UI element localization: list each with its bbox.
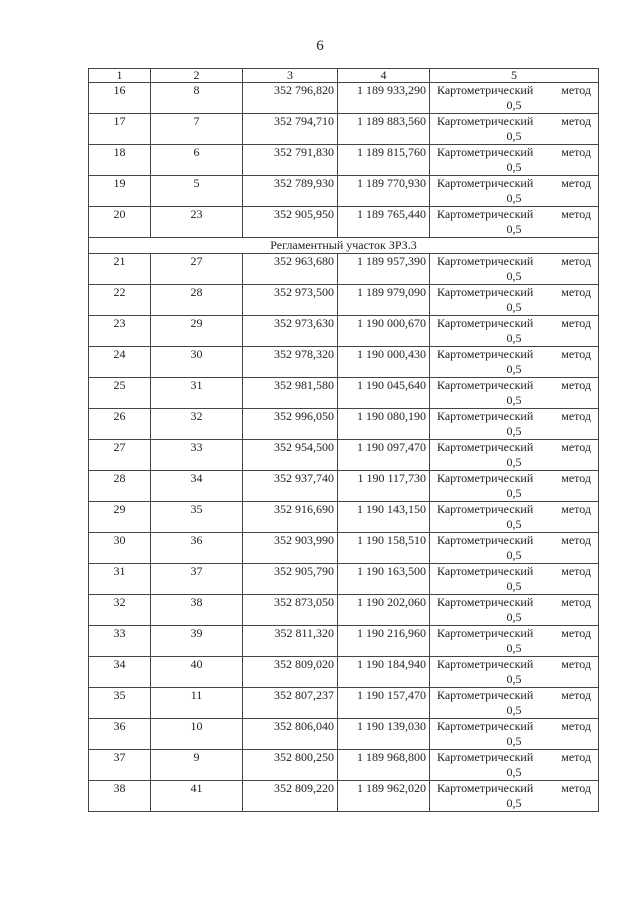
row-number: 25 [89, 378, 151, 409]
row-number: 16 [89, 83, 151, 114]
accuracy-value: 0,5 [506, 702, 522, 717]
coordinate-y: 1 190 163,500 [338, 564, 430, 595]
method-label: Картометрический метод [437, 440, 591, 454]
coordinate-x: 352 996,050 [243, 409, 338, 440]
accuracy-value: 0,5 [506, 97, 522, 112]
coordinate-y: 1 189 968,800 [338, 750, 430, 781]
coordinate-x: 352 903,990 [243, 533, 338, 564]
accuracy-value: 0,5 [506, 671, 522, 686]
accuracy-value: 0,5 [506, 190, 522, 205]
method-label: Картометрический метод [437, 657, 591, 671]
point-number: 5 [151, 176, 243, 207]
row-number: 31 [89, 564, 151, 595]
method-label: Картометрический метод [437, 502, 591, 516]
coordinate-x: 352 937,740 [243, 471, 338, 502]
coordinate-x: 352 791,830 [243, 145, 338, 176]
table-row [89, 316, 599, 347]
method-label: Картометрический метод [437, 207, 591, 221]
row-number: 22 [89, 285, 151, 316]
accuracy-value: 0,5 [506, 547, 522, 562]
method-cell [430, 114, 599, 145]
coordinate-x: 352 807,237 [243, 688, 338, 719]
row-number: 38 [89, 781, 151, 812]
point-number: 41 [151, 781, 243, 812]
table-row [89, 254, 599, 285]
coordinate-x: 352 811,320 [243, 626, 338, 657]
method-label: Картометрический метод [437, 114, 591, 128]
table-row [89, 533, 599, 564]
row-number: 36 [89, 719, 151, 750]
accuracy-value: 0,5 [506, 128, 522, 143]
table-row [89, 285, 599, 316]
coordinate-x: 352 794,710 [243, 114, 338, 145]
method-label: Картометрический метод [437, 316, 591, 330]
coordinate-x: 352 800,250 [243, 750, 338, 781]
method-cell [430, 176, 599, 207]
method-cell [430, 781, 599, 812]
coordinate-y: 1 189 883,560 [338, 114, 430, 145]
coordinate-y: 1 190 117,730 [338, 471, 430, 502]
method-cell [430, 207, 599, 238]
point-number: 28 [151, 285, 243, 316]
method-cell [430, 657, 599, 688]
coordinate-x: 352 954,500 [243, 440, 338, 471]
coordinate-y: 1 190 000,430 [338, 347, 430, 378]
point-number: 30 [151, 347, 243, 378]
coordinate-x: 352 978,320 [243, 347, 338, 378]
accuracy-value: 0,5 [506, 361, 522, 376]
coordinate-x: 352 981,580 [243, 378, 338, 409]
row-number: 28 [89, 471, 151, 502]
accuracy-value: 0,5 [506, 299, 522, 314]
column-header-1: 1 [89, 69, 151, 83]
method-label: Картометрический метод [437, 595, 591, 609]
point-number: 6 [151, 145, 243, 176]
method-cell [430, 285, 599, 316]
row-number: 19 [89, 176, 151, 207]
method-label: Картометрический метод [437, 145, 591, 159]
table-row [89, 564, 599, 595]
method-label: Картометрический метод [437, 409, 591, 423]
column-header-2: 2 [151, 69, 243, 83]
accuracy-value: 0,5 [506, 268, 522, 283]
accuracy-value: 0,5 [506, 392, 522, 407]
method-label: Картометрический метод [437, 781, 591, 795]
method-cell [430, 83, 599, 114]
table-row [89, 378, 599, 409]
accuracy-value: 0,5 [506, 640, 522, 655]
table-row [89, 207, 599, 238]
method-label: Картометрический метод [437, 626, 591, 640]
method-label: Картометрический метод [437, 347, 591, 361]
accuracy-value: 0,5 [506, 609, 522, 624]
method-label: Картометрический метод [437, 688, 591, 702]
row-number: 32 [89, 595, 151, 626]
point-number: 23 [151, 207, 243, 238]
coordinate-x: 352 973,500 [243, 285, 338, 316]
point-number: 37 [151, 564, 243, 595]
coordinate-x: 352 809,220 [243, 781, 338, 812]
page-number: 6 [316, 38, 324, 54]
table-row [89, 471, 599, 502]
coordinate-y: 1 190 045,640 [338, 378, 430, 409]
row-number: 26 [89, 409, 151, 440]
method-cell [430, 688, 599, 719]
column-header-5: 5 [430, 69, 599, 83]
coordinate-y: 1 189 815,760 [338, 145, 430, 176]
section-row [89, 238, 599, 254]
row-number: 29 [89, 502, 151, 533]
method-cell [430, 316, 599, 347]
coordinate-y: 1 190 000,670 [338, 316, 430, 347]
table-row [89, 657, 599, 688]
method-label: Картометрический метод [437, 254, 591, 268]
table-row [89, 750, 599, 781]
accuracy-value: 0,5 [506, 221, 522, 236]
coordinate-y: 1 190 157,470 [338, 688, 430, 719]
method-cell [430, 564, 599, 595]
coordinate-x: 352 809,020 [243, 657, 338, 688]
method-cell [430, 502, 599, 533]
row-number: 23 [89, 316, 151, 347]
accuracy-value: 0,5 [506, 578, 522, 593]
coordinate-x: 352 905,950 [243, 207, 338, 238]
accuracy-value: 0,5 [506, 516, 522, 531]
coordinate-x: 352 963,680 [243, 254, 338, 285]
accuracy-value: 0,5 [506, 764, 522, 779]
coordinate-y: 1 190 216,960 [338, 626, 430, 657]
row-number: 18 [89, 145, 151, 176]
section-title: Регламентный участок ЗРЗ.3 [89, 238, 599, 254]
method-cell [430, 595, 599, 626]
point-number: 36 [151, 533, 243, 564]
point-number: 35 [151, 502, 243, 533]
coordinate-x: 352 973,630 [243, 316, 338, 347]
accuracy-value: 0,5 [506, 733, 522, 748]
coordinate-y: 1 189 979,090 [338, 285, 430, 316]
table-header-row [89, 69, 599, 83]
method-cell [430, 254, 599, 285]
table-row [89, 83, 599, 114]
row-number: 21 [89, 254, 151, 285]
table-row [89, 145, 599, 176]
coordinate-x: 352 916,690 [243, 502, 338, 533]
row-number: 20 [89, 207, 151, 238]
point-number: 11 [151, 688, 243, 719]
accuracy-value: 0,5 [506, 454, 522, 469]
table-row [89, 176, 599, 207]
coordinate-y: 1 189 957,390 [338, 254, 430, 285]
row-number: 34 [89, 657, 151, 688]
coordinate-y: 1 190 202,060 [338, 595, 430, 626]
table-row [89, 347, 599, 378]
column-header-4: 4 [338, 69, 430, 83]
coordinate-y: 1 189 765,440 [338, 207, 430, 238]
coordinate-y: 1 189 933,290 [338, 83, 430, 114]
method-label: Картометрический метод [437, 719, 591, 733]
point-number: 8 [151, 83, 243, 114]
row-number: 24 [89, 347, 151, 378]
row-number: 30 [89, 533, 151, 564]
coordinate-x: 352 905,790 [243, 564, 338, 595]
row-number: 17 [89, 114, 151, 145]
method-cell [430, 750, 599, 781]
coordinate-x: 352 806,040 [243, 719, 338, 750]
point-number: 29 [151, 316, 243, 347]
coordinates-table-body [89, 69, 599, 812]
accuracy-value: 0,5 [506, 795, 522, 810]
point-number: 31 [151, 378, 243, 409]
method-label: Картометрический метод [437, 471, 591, 485]
method-cell [430, 719, 599, 750]
method-label: Картометрический метод [437, 564, 591, 578]
method-cell [430, 533, 599, 564]
table-row [89, 781, 599, 812]
coordinate-y: 1 190 184,940 [338, 657, 430, 688]
coordinate-y: 1 189 770,930 [338, 176, 430, 207]
method-cell [430, 145, 599, 176]
coordinate-y: 1 190 139,030 [338, 719, 430, 750]
row-number: 27 [89, 440, 151, 471]
table-row [89, 595, 599, 626]
table-row [89, 440, 599, 471]
row-number: 37 [89, 750, 151, 781]
method-label: Картометрический метод [437, 750, 591, 764]
point-number: 40 [151, 657, 243, 688]
table-row [89, 626, 599, 657]
row-number: 33 [89, 626, 151, 657]
coordinate-y: 1 190 080,190 [338, 409, 430, 440]
table-row [89, 688, 599, 719]
coordinate-x: 352 796,820 [243, 83, 338, 114]
coordinate-y: 1 190 158,510 [338, 533, 430, 564]
coordinates-table [88, 68, 599, 812]
table-row [89, 719, 599, 750]
accuracy-value: 0,5 [506, 485, 522, 500]
point-number: 9 [151, 750, 243, 781]
method-cell [430, 378, 599, 409]
method-label: Картометрический метод [437, 285, 591, 299]
method-label: Картометрический метод [437, 83, 591, 97]
point-number: 39 [151, 626, 243, 657]
coordinate-y: 1 190 143,150 [338, 502, 430, 533]
point-number: 7 [151, 114, 243, 145]
column-header-3: 3 [243, 69, 338, 83]
point-number: 34 [151, 471, 243, 502]
method-cell [430, 347, 599, 378]
point-number: 38 [151, 595, 243, 626]
method-cell [430, 440, 599, 471]
method-cell [430, 626, 599, 657]
table-row [89, 502, 599, 533]
method-cell [430, 409, 599, 440]
point-number: 10 [151, 719, 243, 750]
method-cell [430, 471, 599, 502]
point-number: 33 [151, 440, 243, 471]
method-label: Картометрический метод [437, 176, 591, 190]
accuracy-value: 0,5 [506, 330, 522, 345]
coordinate-x: 352 789,930 [243, 176, 338, 207]
method-label: Картометрический метод [437, 378, 591, 392]
coordinate-y: 1 189 962,020 [338, 781, 430, 812]
table-row [89, 114, 599, 145]
row-number: 35 [89, 688, 151, 719]
table-row [89, 409, 599, 440]
point-number: 27 [151, 254, 243, 285]
accuracy-value: 0,5 [506, 159, 522, 174]
accuracy-value: 0,5 [506, 423, 522, 438]
point-number: 32 [151, 409, 243, 440]
coordinate-x: 352 873,050 [243, 595, 338, 626]
coordinate-y: 1 190 097,470 [338, 440, 430, 471]
method-label: Картометрический метод [437, 533, 591, 547]
